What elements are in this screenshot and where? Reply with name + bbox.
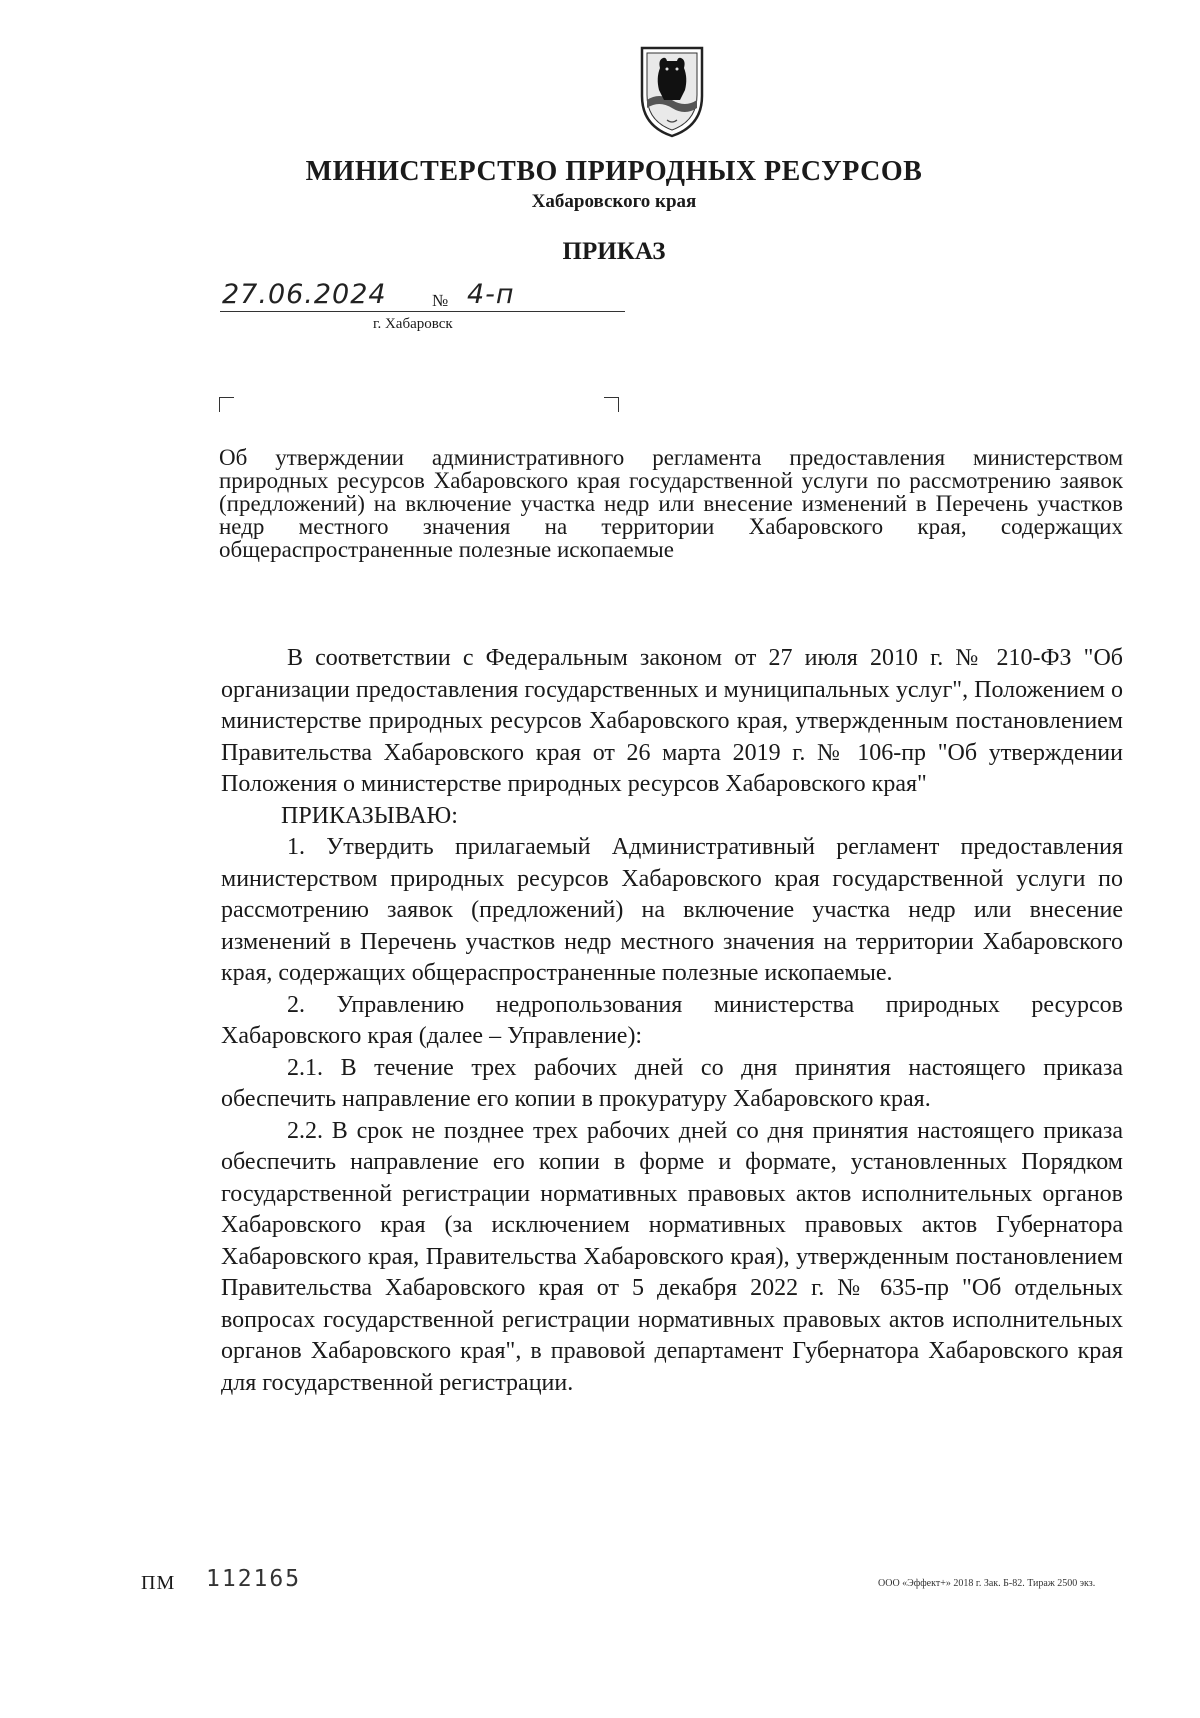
preamble-paragraph: В соответствии с Федеральным законом от 27 июля 2010 г. № 210-ФЗ "Об организации предоставления государственных и муниципальных услуг", Положением о министерстве природных ресурсов Хабаровского края, утвержденным постановлением Правительства Хабаровского края от 26 марта 2019 г. № 106-пр "Об утверждении Положения о министерстве природных ресурсов Хабаровского края"	[221, 645, 1123, 797]
number-sign: №	[432, 291, 449, 310]
ministry-region: Хабаровского края	[531, 191, 697, 212]
heading-corner-left	[219, 397, 234, 412]
form-code: ПМ	[141, 1572, 176, 1594]
item-2-1-paragraph: 2.1. В течение трех рабочих дней со дня принятия настоящего приказа обеспечить направление его копии в прокуратуру Хабаровского края.	[221, 1054, 1123, 1112]
orders-word: ПРИКАЗЫВАЮ:	[281, 802, 458, 829]
printer-imprint: ООО «Эффект+» 2018 г. Зак. Б-82. Тираж 2500 экз.	[878, 1578, 1096, 1589]
item-2-2-paragraph: 2.2. В срок не позднее трех рабочих дней со дня принятия настоящего приказа обеспечить направление его копии в форме и формате, установленных Порядком государственной регистрации нормативных правовых актов исполнительных органов Хабаровского края (за исключением нормативных правовых актов Губернатора Хабаровского края, Правительства Хабаровского края), утвержденным постановлением Правительства Хабаровского края от 5 декабря 2022 г. № 635-пр "Об отдельных вопросах государственной регистрации нормативных правовых актов исполнительных органов Хабаровского края", в правовой департамент Губернатора Хабаровского края для государственной регистрации.	[221, 1117, 1123, 1396]
form-serial-number: 112165	[206, 1566, 302, 1592]
order-heading: Об утверждении административного регламента предоставления министерством природных ресурсов Хабаровского края государственной услуги по рассмотрению заявок (предложений) на включение участка недр или внесение изменений в Перечень участков недр местного значения на территории Хабаровского края, содержащих общераспространенные полезные ископаемые	[219, 445, 1123, 562]
item-1-paragraph: 1. Утвердить прилагаемый Административный регламент предоставления министерством природных ресурсов Хабаровского края государственной услуги по рассмотрению заявок (предложений) на включение участка недр или внесение изменений в Перечень участков недр местного значения на территории Хабаровского края, содержащих общераспространенные полезные ископаемые.	[221, 834, 1123, 986]
ministry-name: МИНИСТЕРСТВО ПРИРОДНЫХ РЕСУРСОВ	[305, 156, 923, 187]
order-number: 4-п	[467, 279, 515, 310]
coat-of-arms-icon	[636, 40, 708, 142]
underline	[220, 311, 625, 312]
heading-corner-right	[604, 397, 619, 412]
item-2-paragraph: 2. Управлению недропользования министерства природных ресурсов Хабаровского края (далее – Управление):	[221, 991, 1123, 1049]
order-body	[221, 643, 1123, 1399]
issue-city: г. Хабаровск	[373, 316, 453, 332]
date-number-line	[220, 278, 625, 312]
order-date: 27.06.2024	[222, 279, 387, 310]
document-type: ПРИКАЗ	[562, 238, 666, 265]
